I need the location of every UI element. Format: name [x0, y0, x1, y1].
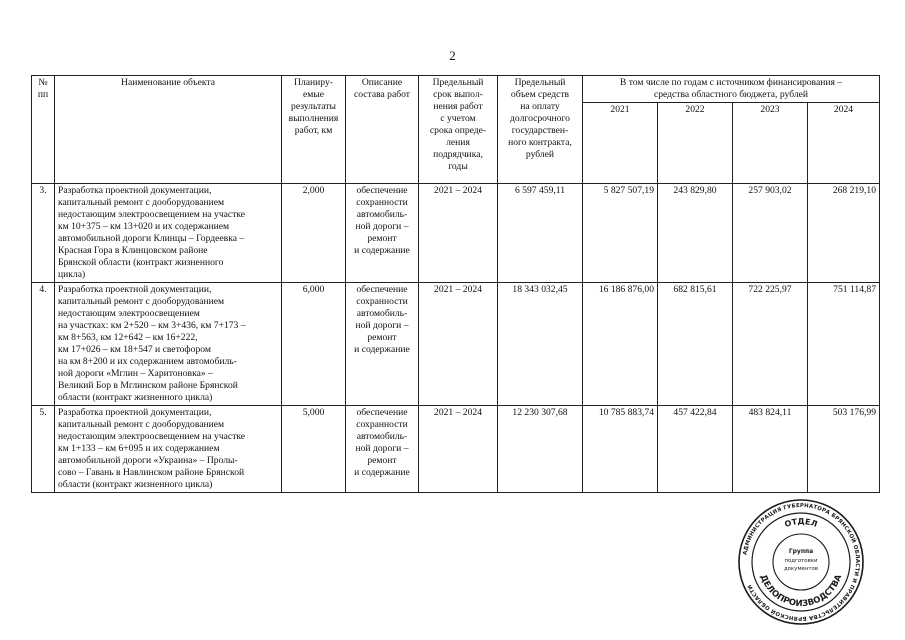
row-deadline: 2021 – 2024 [419, 282, 498, 405]
header-year-2023: 2023 [733, 102, 808, 183]
row-2024: 503 176,99 [808, 405, 880, 492]
svg-text:ОТДЕЛ: ОТДЕЛ [783, 516, 819, 529]
svg-text:документов: документов [784, 566, 818, 572]
row-2024: 268 219,10 [808, 183, 880, 282]
header-years-group: В том числе по годам с источником финансирования – средства областного бюджета, рублей [583, 76, 880, 103]
row-2021: 16 186 876,00 [583, 282, 658, 405]
row-description: обеспечение сохранности автомобиль- ной дороги – ремонт и содержание [346, 282, 419, 405]
row-object-name: Разработка проектной документации, капитальный ремонт с дооборудованием недостающим электроосвещением на участках: км 2+520 – км 3+436, км 7+173 – км 8+563, км 12+642 – км 16+222, км 17+026 – км 18+547 и светофором на км 8+200 и их содержанием автомобиль- ной дороги «Мглин – Харитоновка» – Великий Бор в Мглинском районе Брянской области (контракт жизненного цикла) [55, 282, 282, 405]
svg-text:подготовки: подготовки [784, 558, 818, 564]
row-description: обеспечение сохранности автомобиль- ной дороги – ремонт и содержание [346, 405, 419, 492]
header-year-2021: 2021 [583, 102, 658, 183]
row-volume: 12 230 307,68 [498, 405, 583, 492]
svg-text:АДМИНИСТРАЦИЯ ГУБЕРНАТОРА БРЯН: АДМИНИСТРАЦИЯ ГУБЕРНАТОРА БРЯНСКОЙ ОБЛАСТИ И ПРАВИТЕЛЬСТВА БРЯНСКОЙ ОБЛАСТИ [742, 502, 861, 622]
row-description: обеспечение сохранности автомобиль- ной дороги – ремонт и содержание [346, 183, 419, 282]
row-2022: 243 829,80 [658, 183, 733, 282]
row-num: 4. [32, 282, 55, 405]
row-deadline: 2021 – 2024 [419, 183, 498, 282]
row-volume: 18 343 032,45 [498, 282, 583, 405]
header-volume: Предельный объем средств на оплату долгосрочного государствен- ного контракта, рублей [498, 76, 583, 184]
row-object-name: Разработка проектной документации, капитальный ремонт с дооборудованием недостающим электроосвещением на участке км 1+133 – км 6+095 и их содержанием автомобильной дороги «Украина» – Пролы- сово – Гавань в Навлинском районе Брянской области (контракт жизненного цикла) [55, 405, 282, 492]
row-num: 3. [32, 183, 55, 282]
header-year-2024: 2024 [808, 102, 880, 183]
table-row [32, 405, 880, 492]
row-planned: 2,000 [282, 183, 346, 282]
row-num: 5. [32, 405, 55, 492]
row-deadline: 2021 – 2024 [419, 405, 498, 492]
row-planned: 5,000 [282, 405, 346, 492]
svg-text:ДЕЛОПРОИЗВОДСТВА: ДЕЛОПРОИЗВОДСТВА [757, 573, 845, 610]
office-stamp [737, 498, 865, 626]
row-2021: 10 785 883,74 [583, 405, 658, 492]
page-number: 2 [449, 48, 456, 63]
header-num: № пп [32, 76, 55, 184]
row-2022: 682 815,61 [658, 282, 733, 405]
table-row [32, 282, 880, 405]
financing-table [31, 75, 880, 493]
header-planned: Планиру- емые результаты выполнения работ, км [282, 76, 346, 184]
row-2024: 751 114,87 [808, 282, 880, 405]
row-2023: 483 824,11 [733, 405, 808, 492]
table-row [32, 183, 880, 282]
row-volume: 6 597 459,11 [498, 183, 583, 282]
row-2022: 457 422,84 [658, 405, 733, 492]
row-2023: 722 225,97 [733, 282, 808, 405]
row-planned: 6,000 [282, 282, 346, 405]
row-object-name: Разработка проектной документации, капитальный ремонт с дооборудованием недостающим электроосвещением на участке км 10+375 – км 13+020 и их содержанием автомобильной дороги Клинцы – Гордеевка – Красная Гора в Клинцовском районе Брянской области (контракт жизненного цикла) [55, 183, 282, 282]
row-2023: 257 903,02 [733, 183, 808, 282]
header-row [32, 76, 880, 103]
header-description: Описание состава работ [346, 76, 419, 184]
header-deadline: Предельный срок выпол- нения работ с учетом срока опреде- ления подрядчика, годы [419, 76, 498, 184]
header-name: Наименование объекта [55, 76, 282, 184]
row-2021: 5 827 507,19 [583, 183, 658, 282]
header-year-2022: 2022 [658, 102, 733, 183]
svg-text:Группа: Группа [788, 548, 814, 555]
